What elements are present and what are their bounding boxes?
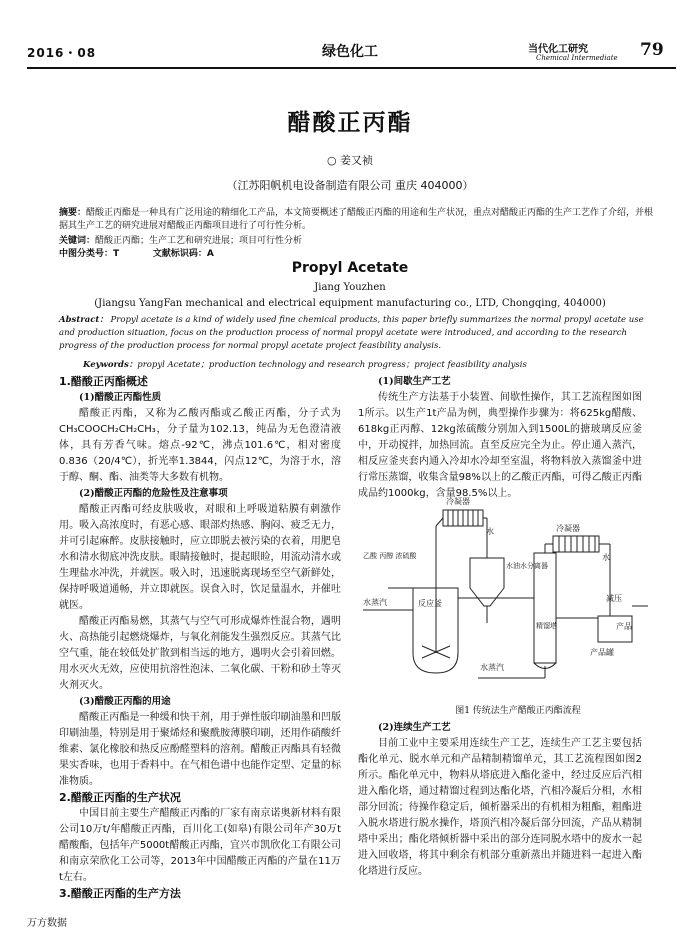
journal-brand: 当代化工研究 [528,44,588,55]
paragraph: 醋酸正丙酯可经皮肤吸收，对眼和上呼吸道粘膜有刺激作用。吸入高浓度时，有恶心感、眼部灼热感、胸闷、疲乏无力，并可引起麻醉。皮肤接触时，应立即脱去被污染的衣着，用肥皂水和清水彻底冲洗皮肤。眼睛接触时，提起眼睑，用流动清水或生理盐水冲洗，并就医。吸入时，迅速脱离现场至空气新鲜处，保持呼吸道通畅，并立即就医。误食入时，饮足量温水，并催吐就医。 [59,504,341,611]
english-title: Propyl Acetate [291,260,409,276]
condenser-1-label: 冷凝器 [446,497,470,506]
column-label: 精馏塔 [536,622,557,630]
section-heading: 2.醋酸正丙酯的生产状况 [59,791,181,804]
section-heading: 1.醋酸正丙酯概述 [59,375,148,388]
author: ○ 姜又祯 [326,154,374,167]
left-column [59,374,341,902]
paragraph: 中国目前主要生产醋酸正丙酯的厂家有南京诺奥新材料有限公司10万t/年醋酸正丙酯，百川化工(如皋)有限公司年产30万t醋酸酯，包括年产5000t醋酸正丙酯，宜兴市凯欣化工有限公司和南京荣欣化工公司等，2013年中国醋酸正丙酯的产量在11万t左右。 [59,808,341,883]
english-keywords [83,358,527,370]
section-heading: 3.醋酸正丙酯的生产方法 [59,887,181,900]
journal-section: 绿色化工 [322,44,378,60]
footer-watermark: 万方数据 [27,918,67,929]
doc-label: 文献标识码： [152,249,207,259]
english-abstract-label: Abstract： [59,315,108,325]
separator-shape [470,558,504,606]
paragraph: 醋酸正丙酯是一种缓和快干剂，用于弹性版印刷油墨和凹版印刷油墨，特别是用于聚烯烃和聚酰胺薄膜印刷，还用作硝酸纤维素、氯化橡胶和热反应酚醛塑料的溶剂。醋酸正丙酯具有轻微果实香味，也用于香料中。在气相色谱中也能作定型、定量的标准物质。 [59,712,341,787]
condenser-2-shape [553,536,599,552]
subsection-heading: (1)醋酸正丙酯性质 [79,392,162,403]
keywords-cn-text: 醋酸正丙酯；生产工艺和研究进展；项目可行性分析 [95,236,303,246]
english-author: Jiang Youzhen [314,282,386,293]
journal-brand-en: Chemical Intermediate [536,54,618,62]
subsection-heading: (2)醋酸正丙酯的危险性及注意事项 [79,488,228,499]
abstract-cn [59,207,659,233]
issue-number: 2016・08 [27,46,97,60]
tank-label: 产品罐 [590,648,614,657]
product-label: 产品 [616,622,632,631]
clc-label: 中图分类号： [59,249,114,259]
water-label-2: 水 [602,553,610,562]
affiliation: （江苏阳帆机电设备制造有限公司 重庆 404000） [226,179,474,192]
english-affiliation: (Jiangsu YangFan mechanical and electrical equipment manufacturing co., LTD, Chongqing, 404000) [94,298,606,309]
feed-label: 乙酸 丙醇 浓硫酸 [363,552,417,560]
steam-label-2: 水蒸汽 [480,663,504,672]
keywords-cn [59,235,659,248]
clc-value: T [113,249,120,259]
steam-label-1: 水蒸汽 [363,598,387,607]
subsection-heading: (1)间歇生产工艺 [378,376,451,387]
abstract-cn-label: 摘要： [59,208,87,218]
condenser-2-label: 冷凝器 [556,524,580,533]
english-keywords-text: propyl Acetate；production technology and research progress；project feasibility analysis [137,360,527,370]
paragraph: 醋酸正丙酯易燃，其蒸气与空气可形成爆炸性混合物，遇明火、高热能引起燃烧爆炸，与氧化剂能发生强烈反应。其蒸气比空气重，能在较低处扩散到相当远的地方，遇明火会引着回燃。用水灭火无效，应使用抗溶性泡沫、二氧化碳、干粉和砂土等灭火剂灭火。 [59,616,341,691]
abstract-cn-text: 醋酸正丙酯是一种具有广泛用途的精细化工产品，本文简要概述了醋酸正丙酯的用途和生产状况，重点对醋酸正丙酯的生产工艺作了介绍，并根据其生产工艺的研究进展对醋酸正丙酯项目进行了可行性分析。 [59,208,654,231]
figure-caption: 图1 传统法生产醋酸正丙酯流程 [455,706,581,716]
right-column-bottom [358,720,642,880]
paragraph: 目前工业中主要采用连续生产工艺，连续生产工艺主要包括酯化单元、脱水单元和产品精制精馏单元，其工艺流程图如图2所示。酯化单元中，物料从塔底进入酯化釜中，经过反应后汽相进入酯化塔，通过精馏过程到达酯化塔，汽相冷凝后分相，水相部分回流；待操作稳定后，倾析器采出的有机相为粗酯，粗酯进入脱水塔进行脱水操作，塔顶汽相冷凝后部分回流，产品从精制塔中采出；酯化塔倾析器中采出的部分连同脱水塔中的废水一起进入回收塔，将其中剩余有机部分重新蒸出并随进料一起进入酯化塔进行反应。 [358,738,642,877]
water-label-1: 水 [486,527,494,536]
subsection-heading: (3)醋酸正丙酯的用途 [79,696,171,707]
header-rule [27,67,676,69]
article-title: 醋酸正丙酯 [287,110,413,136]
keywords-cn-label: 关键词： [59,236,96,246]
paragraph: 醋酸正丙酯，又称为乙酸丙酯或乙酸正丙酯，分子式为CH₃COOCH₂CH₂CH₃，分子量为102.13，纯品为无色澄清液体，具有芳香气味。熔点-92℃，沸点101.6℃，相对密度0.836（20/4℃），折光率1.3844，闪点12℃，为溶于水，溶于醇、酮、酯、油类等大多数有机物。 [59,408,341,483]
english-keywords-label: Keywords： [83,360,138,370]
paragraph: 传统生产方法基于小装置、间歇性操作，其工艺流程图如图1所示。以生产1t产品为例，典型操作步骤为：将625kg醋酸、618kg正丙醇、12kg浓硫酸分别加入到1500L的搪玻璃反应釜中，开动搅拌，加热回流。直至反应完全为止。停止通入蒸汽，相反应釜夹套内通入冷却水冷却至室温，将物料放入蒸馏釜中进行常压蒸馏，收集含量98%以上的乙酸正丙酯，可得乙酸正丙酯成品约1000kg，含量98.5%以上。 [358,392,642,499]
page-number: 79 [640,40,664,60]
right-column-top [358,374,642,502]
separator-label: 水油水分离器 [506,562,548,570]
vacuum-label: 减压 [606,594,622,603]
reactor-label: 反应釜 [418,599,442,608]
process-flow-diagram [358,488,658,698]
subsection-heading: (2)连续生产工艺 [378,722,451,733]
doc-value: A [206,249,214,259]
english-abstract-text: Propyl acetate is a kind of widely used fine chemical products, this paper briefly summarizes the normal propyl acetate use and production situation, focus on the production process of normal propyl acetate were introduced, and according to the research progress of the production process for normal propyl acetate project feasibility analysis. [59,315,644,351]
english-abstract [59,314,644,353]
